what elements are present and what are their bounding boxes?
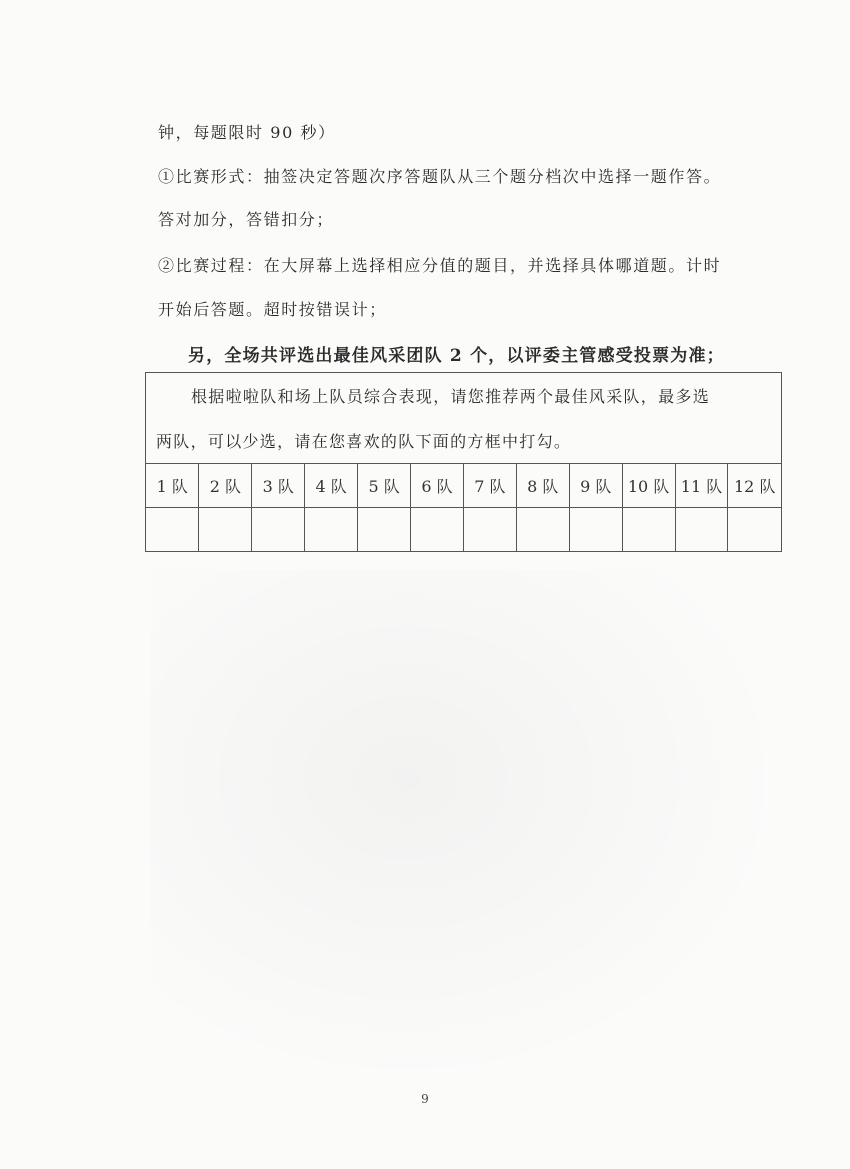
vote-checkbox-cell[interactable] [252,508,305,553]
vote-checkbox-cell[interactable] [622,508,675,553]
team-label: 6 队 [411,463,464,508]
vote-instructions-line2: 两队，可以少选，请在您喜欢的队下面的方框中打勾。 [156,432,572,451]
vote-checkbox-cell[interactable] [305,508,358,553]
team-label: 12 队 [728,463,781,508]
team-label: 10 队 [622,463,675,508]
vote-instructions [146,373,781,464]
team-label: 1 队 [146,463,199,508]
team-label: 2 队 [199,463,252,508]
text-line: ①比赛形式：抽签决定答题次序答题队从三个题分档次中选择一题作答。 [158,167,722,186]
vote-checkbox-cell[interactable] [358,508,411,553]
vote-checkbox-cell[interactable] [463,508,516,553]
vote-checkbox-cell[interactable] [675,508,728,553]
vote-checkbox-cell[interactable] [728,508,781,553]
vote-checkbox-cell[interactable] [146,508,199,553]
team-vote-table [146,463,781,552]
team-label: 11 队 [675,463,728,508]
vote-instructions-line1: 根据啦啦队和场上队员综合表现，请您推荐两个最佳风采队，最多选 [191,387,711,406]
text-line: 开始后答题。超时按错误计； [158,300,387,319]
vote-form [145,372,782,552]
vote-checkbox-cell[interactable] [199,508,252,553]
vote-checkbox-cell[interactable] [516,508,569,553]
text-line: 答对加分，答错扣分； [158,210,335,229]
bleed-through-shadow [150,570,790,1090]
vote-checkbox-cell[interactable] [569,508,622,553]
team-label: 7 队 [463,463,516,508]
team-header-row [146,463,781,508]
checkbox-row [146,508,781,553]
team-label: 4 队 [305,463,358,508]
page-number: 9 [421,1092,429,1106]
team-label: 8 队 [516,463,569,508]
text-line: ②比赛过程：在大屏幕上选择相应分值的题目，并选择具体哪道题。计时 [158,256,722,275]
team-label: 3 队 [252,463,305,508]
vote-checkbox-cell[interactable] [411,508,464,553]
team-label: 9 队 [569,463,622,508]
team-label: 5 队 [358,463,411,508]
text-line-bold: 另，全场共评选出最佳风采团队 2 个，以评委主管感受投票为准； [188,346,725,366]
text-line: 钟，每题限时 90 秒） [158,123,336,142]
